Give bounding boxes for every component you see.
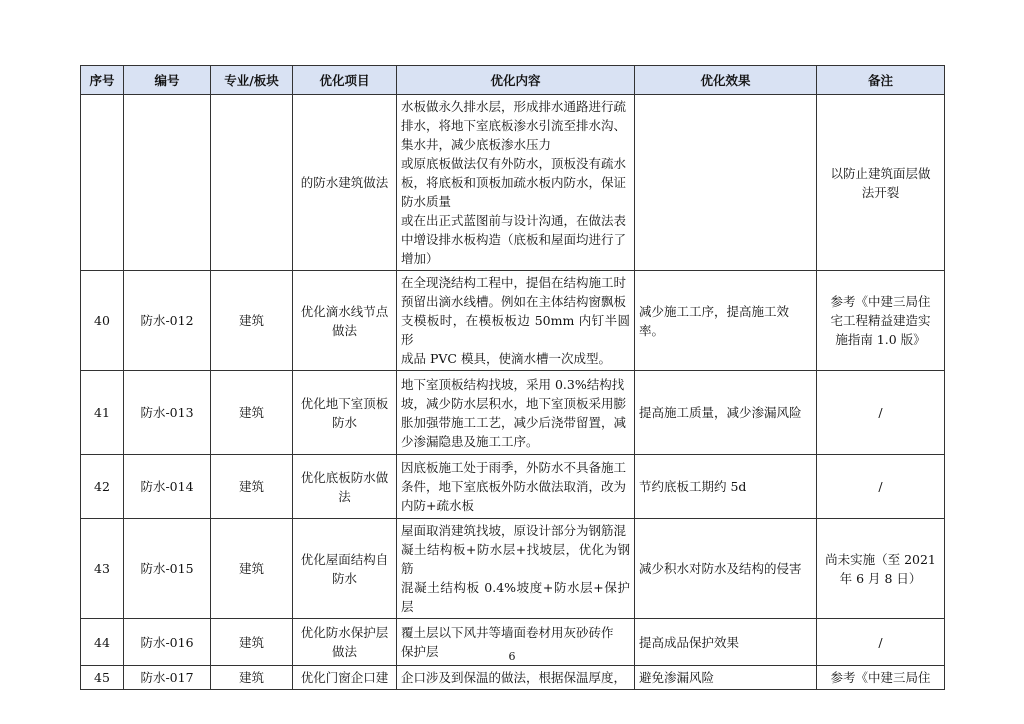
content-line: 或原底板做法仅有外防水，顶板没有疏水 <box>401 156 627 171</box>
cell-item: 优化门窗企口建 <box>293 666 397 690</box>
content-line: 混凝土结构板 0.4%坡度+防水层+保护层 <box>401 580 630 614</box>
content-line: 少渗漏隐患及施工工序。 <box>401 433 539 449</box>
content-line: 中增设排水板构造（底板和屋面均进行了 <box>401 232 627 247</box>
content-line: 内防+疏水板 <box>401 498 474 513</box>
content-line: 坡，减少防水层积水，地下室顶板采用膨 <box>401 395 627 411</box>
cell-effect: 避免渗漏风险 <box>635 666 817 690</box>
table-row <box>81 371 945 455</box>
cell-effect: 提高施工质量，减少渗漏风险 <box>635 371 817 455</box>
content-line: 增加） <box>401 251 439 266</box>
cell-no: 44 <box>81 619 124 666</box>
cell-effect <box>635 95 817 271</box>
content-line: 防水质量 <box>401 194 452 209</box>
note-line: 宅工程精益建造实 <box>830 313 931 328</box>
cell-item <box>293 271 397 371</box>
item-line: 法 <box>338 488 351 504</box>
note-line: 施指南 1.0 版》 <box>835 332 926 347</box>
cell-code: 防水-012 <box>124 271 211 371</box>
cell-no: 42 <box>81 455 124 519</box>
cell-category: 建筑 <box>211 271 293 371</box>
cell-code: 防水-016 <box>124 619 211 666</box>
content-line: 预留出滴水线槽。例如在主体结构窗飘板 <box>401 294 627 309</box>
cell-no: 41 <box>81 371 124 455</box>
cell-category: 建筑 <box>211 619 293 666</box>
item-line: 的防水建筑做法 <box>300 175 389 190</box>
cell-category <box>211 95 293 271</box>
cell-note <box>817 95 945 271</box>
header-no: 序号 <box>81 66 124 95</box>
table-row-continuation <box>81 95 945 271</box>
note-line: 尚未实施（至 2021 <box>825 551 936 567</box>
cell-no: 45 <box>81 666 124 690</box>
cell-content <box>397 371 635 455</box>
cell-note <box>817 271 945 371</box>
cell-category: 建筑 <box>211 519 293 619</box>
item-line: 防水 <box>331 570 357 586</box>
cell-content <box>397 519 635 619</box>
item-line: 防水 <box>331 414 357 430</box>
cell-no: 43 <box>81 519 124 619</box>
table-row <box>81 271 945 371</box>
cell-code <box>124 95 211 271</box>
content-line: 或在出正式蓝图前与设计沟通，在做法表 <box>401 213 627 228</box>
item-line: 优化滴水线节点 <box>300 303 389 319</box>
note-line: 法开裂 <box>861 184 900 200</box>
cell-effect: 减少积水对防水及结构的侵害 <box>635 519 817 619</box>
cell-item <box>293 95 397 271</box>
cell-note <box>817 519 945 619</box>
header-category: 专业/板块 <box>211 66 293 95</box>
cell-note: 参考《中建三局住 <box>817 666 945 690</box>
page-number: 6 <box>508 650 516 663</box>
cell-item <box>293 371 397 455</box>
cell-effect: 提高成品保护效果 <box>635 619 817 666</box>
cell-code: 防水-013 <box>124 371 211 455</box>
content-line: 板，将底板和顶板加疏水板内防水，保证 <box>401 175 627 190</box>
content-line: 覆土层以下风井等墙面卷材用灰砂砖作 <box>401 625 614 640</box>
content-line: 条件，地下室底板外防水做法取消，改为 <box>401 479 627 494</box>
cell-note: / <box>817 371 945 455</box>
header-code: 编号 <box>124 66 211 95</box>
cell-category: 建筑 <box>211 455 293 519</box>
cell-content <box>397 95 635 271</box>
cell-content: 企口涉及到保温的做法，根据保温厚度， <box>397 666 635 690</box>
content-line: 保护层 <box>401 644 439 659</box>
content-line: 因底板施工处于雨季，外防水不具备施工 <box>401 460 627 475</box>
header-content: 优化内容 <box>397 66 635 95</box>
header-item: 优化项目 <box>293 66 397 95</box>
cell-item <box>293 519 397 619</box>
content-line: 地下室顶板结构找坡，采用 0.3%结构找 <box>401 376 625 392</box>
content-line: 凝土结构板+防水层+找坡层，优化为钢筋 <box>401 542 630 576</box>
cell-code: 防水-015 <box>124 519 211 619</box>
optimization-table <box>80 65 945 690</box>
table-header-row <box>81 66 945 95</box>
cell-category: 建筑 <box>211 666 293 690</box>
table-row <box>81 519 945 619</box>
content-line: 屋面取消建筑找坡，原设计部分为钢筋混 <box>401 523 627 538</box>
content-line: 集水井，减少底板渗水压力 <box>401 137 552 152</box>
item-line: 做法 <box>331 644 357 659</box>
cell-effect: 节约底板工期约 5d <box>635 455 817 519</box>
content-line: 在全现浇结构工程中，提倡在结构施工时 <box>401 275 627 290</box>
item-line: 优化防水保护层 <box>300 625 389 640</box>
cell-note: / <box>817 455 945 519</box>
item-line: 做法 <box>331 322 357 338</box>
item-line: 优化底板防水做 <box>300 469 389 485</box>
content-line: 水板做永久排水层，形成排水通路进行疏 <box>401 99 627 114</box>
cell-category: 建筑 <box>211 371 293 455</box>
content-line: 支模板时，在模板板边 50mm 内钉半圆形 <box>401 313 630 347</box>
cell-effect: 减少施工工序，提高施工效率。 <box>635 271 817 371</box>
header-note: 备注 <box>817 66 945 95</box>
note-line: 参考《中建三局住 <box>830 294 931 309</box>
cell-no <box>81 95 124 271</box>
note-line: 年 6 月 8 日） <box>839 570 922 586</box>
cell-content <box>397 271 635 371</box>
item-line: 优化屋面结构自 <box>300 551 389 567</box>
content-line: 成品 PVC 模具，使滴水槽一次成型。 <box>401 351 611 366</box>
cell-code: 防水-017 <box>124 666 211 690</box>
header-effect: 优化效果 <box>635 66 817 95</box>
table-row <box>81 666 945 690</box>
note-line: 以防止建筑面层做 <box>830 165 931 181</box>
cell-content <box>397 455 635 519</box>
table-row <box>81 455 945 519</box>
cell-note: / <box>817 619 945 666</box>
cell-no: 40 <box>81 271 124 371</box>
item-line: 优化地下室顶板 <box>300 395 389 411</box>
content-line: 排水，将地下室底板渗水引流至排水沟、 <box>401 118 627 133</box>
cell-code: 防水-014 <box>124 455 211 519</box>
cell-item <box>293 455 397 519</box>
content-line: 胀加强带施工工艺，减少后浇带留置，减 <box>401 414 627 430</box>
